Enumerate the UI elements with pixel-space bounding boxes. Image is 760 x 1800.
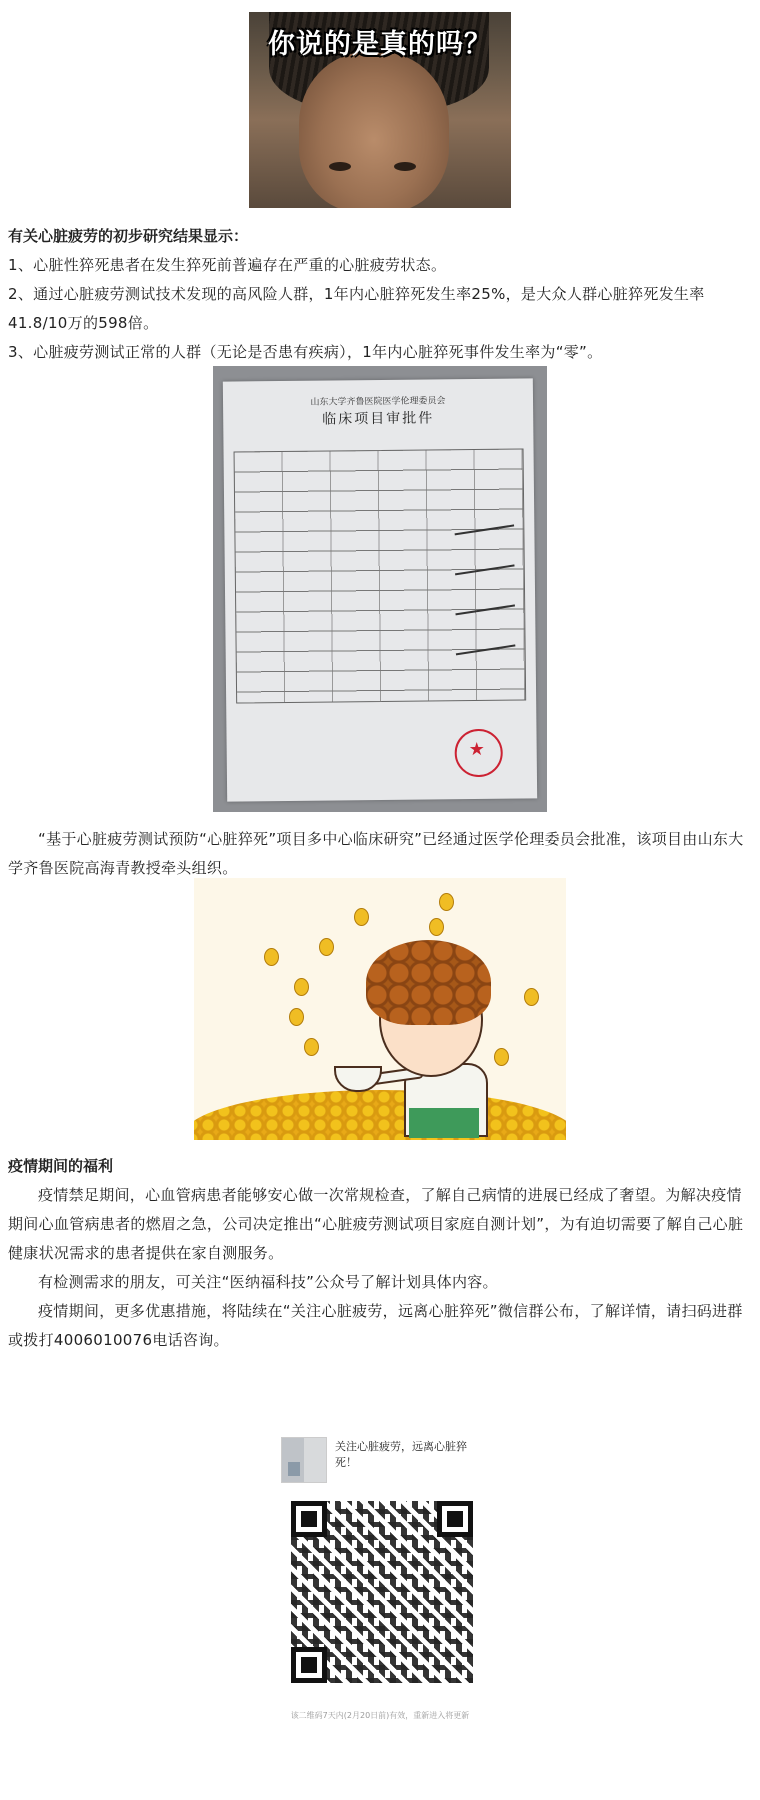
- group-avatar: [281, 1437, 327, 1483]
- meme-image: [249, 12, 511, 208]
- child-hair: [366, 940, 491, 1025]
- meme-face: [299, 52, 449, 208]
- benefits-heading: 疫情期间的福利: [8, 1157, 114, 1175]
- benefits-paragraph-2: 有检测需求的朋友，可关注“医纳福科技”公众号了解计划具体内容。: [38, 1273, 498, 1291]
- coin: [289, 1008, 304, 1026]
- coin: [524, 988, 539, 1006]
- document-org: 山东大学齐鲁医院医学伦理委员会: [310, 396, 446, 408]
- qr-finder-pattern: [437, 1501, 473, 1537]
- coin-pile: [194, 1090, 566, 1140]
- document-title: 临床项目审批件: [322, 410, 435, 428]
- document-paper: [223, 378, 537, 801]
- approval-paragraph-block: [8, 825, 752, 883]
- cartoon-coins-image: [194, 878, 566, 1140]
- qr-finder-pattern: [291, 1501, 327, 1537]
- coin: [429, 918, 444, 936]
- coin: [494, 1048, 509, 1066]
- bowl: [334, 1066, 382, 1092]
- coin: [319, 938, 334, 956]
- meme-eye-right: [394, 162, 416, 171]
- benefits-paragraph-1: 疫情禁足期间，心血管病患者能够安心做一次常规检查，了解自己病情的进展已经成了奢望。为解决疫情期间心血管病患者的燃眉之急，公司决定推出“心脏疲劳测试项目家庭自测计划”，为有迫切需要了解自己心脏健康状况需求的患者提供在家自测服务。: [8, 1186, 744, 1262]
- finding-item-3: 3、心脏疲劳测试正常的人群（无论是否患有疾病），1年内心脏猝死事件发生率为“零”。: [8, 343, 603, 361]
- coin: [294, 978, 309, 996]
- approval-paragraph: “基于心脏疲劳测试预防“心脏猝死”项目多中心临床研究”已经通过医学伦理委员会批准，该项目由山东大学齐鲁医院高海青教授牵头组织。: [8, 830, 744, 877]
- qr-validity-note: 该二维码7天内(2月20日前)有效，重新进入将更新: [290, 1711, 470, 1720]
- red-seal-stamp: [454, 729, 503, 778]
- approval-document-image: [213, 366, 547, 812]
- child-pants: [409, 1108, 479, 1138]
- finding-item-2: 2、通过心脏疲劳测试技术发现的高风险人群，1年内心脏猝死发生率25%，是大众人群心脏猝死发生率41.8/10万的598倍。: [8, 285, 705, 332]
- qr-finder-pattern: [291, 1647, 327, 1683]
- coin: [439, 893, 454, 911]
- meme-eye-left: [329, 162, 351, 171]
- qr-code[interactable]: [291, 1501, 473, 1683]
- finding-item-1: 1、心脏性猝死患者在发生猝死前普遍存在严重的心脏疲劳状态。: [8, 256, 447, 274]
- document-table: [234, 448, 527, 703]
- coin: [264, 948, 279, 966]
- coin: [304, 1038, 319, 1056]
- findings-heading: 有关心脏疲劳的初步研究结果显示：: [8, 227, 249, 245]
- group-title: 关注心脏疲劳，远离心脏猝死！: [335, 1440, 467, 1469]
- meme-caption: 你说的是真的吗？: [268, 29, 492, 60]
- benefits-section: [8, 1152, 752, 1355]
- coin: [354, 908, 369, 926]
- findings-section: [8, 222, 752, 367]
- benefits-paragraph-3: 疫情期间，更多优惠措施，将陆续在“关注心脏疲劳，远离心脏猝死”微信群公布，了解详情，请扫码进群或拨打4006010076电话咨询。: [8, 1302, 743, 1349]
